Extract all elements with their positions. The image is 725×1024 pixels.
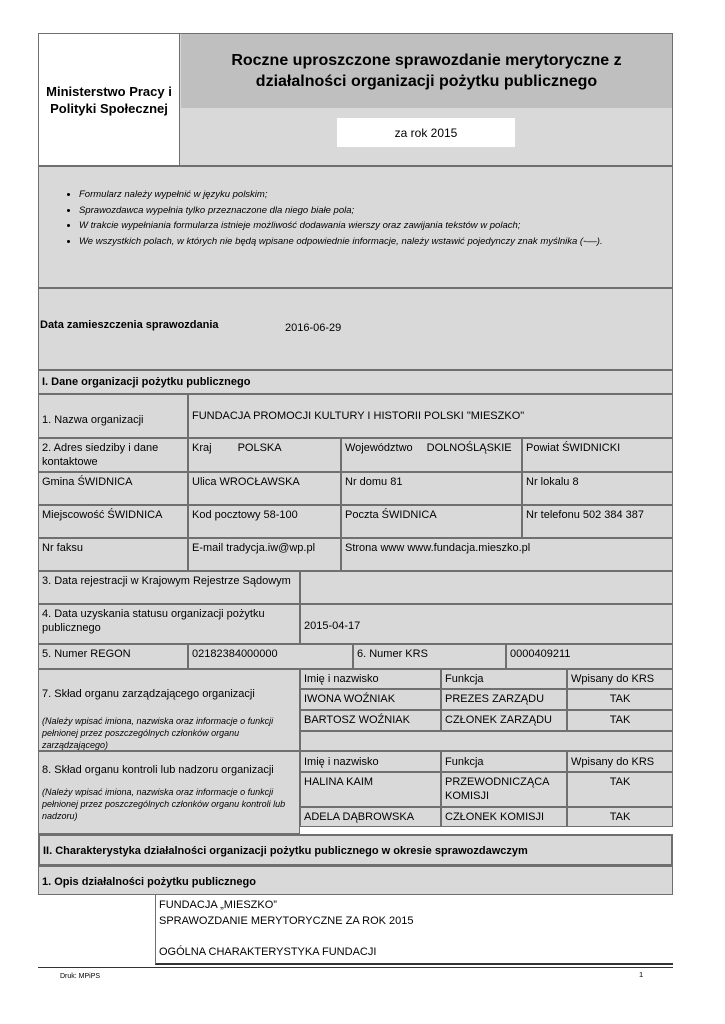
- phone-field: Nr telefonu 502 384 387: [522, 505, 673, 538]
- board-header-function: Funkcja: [441, 669, 567, 689]
- fax-field: Nr faksu: [38, 538, 188, 571]
- country-value: POLSKA: [237, 442, 282, 454]
- board-member-name: IWONA WOŹNIAK: [300, 689, 441, 710]
- instruction-item: • We wszystkich polach, w których nie będą wpisane odpowiednie informacje, należy wstawić pojedynczy znak myślnika (-––).: [79, 234, 672, 250]
- board-member-function: PREZES ZARZĄDU: [441, 689, 567, 710]
- control-note: (Należy wpisać imiona, nazwiska oraz informacje o funkcji pełnionej przez poszczególnych członków organu kontroli lub nadzoru): [42, 787, 286, 821]
- ministry-box: [38, 33, 180, 166]
- street-field: Ulica WROCŁAWSKA: [188, 472, 341, 505]
- board-member-function: CZŁONEK ZARZĄDU: [441, 710, 567, 731]
- postal-code-field: Kod pocztowy 58-100: [188, 505, 341, 538]
- commune-field: Gmina ŚWIDNICA: [38, 472, 188, 505]
- board-header-krs: Wpisany do KRS: [567, 669, 673, 689]
- description-line: OGÓLNA CHARAKTERYSTYKA FUNDACJI: [159, 945, 377, 958]
- krs-number-value: 0000409211: [506, 644, 673, 669]
- board-label: 7. Skład organu zarządzającego organizacji: [42, 688, 255, 700]
- board-member-krs: TAK: [567, 710, 673, 731]
- org-name-label: 1. Nazwa organizacji: [38, 394, 188, 438]
- instructions-panel: [38, 166, 673, 288]
- description-line: SPRAWOZDANIE MERYTORYCZNE ZA ROK 2015: [159, 914, 414, 927]
- publication-date-label: Data zamieszczenia sprawozdania: [40, 319, 219, 331]
- year-label: za rok 2015: [394, 125, 458, 140]
- control-member-krs: TAK: [567, 772, 673, 807]
- website-field: Strona www www.fundacja.mieszko.pl: [341, 538, 673, 571]
- control-member-krs: TAK: [567, 807, 673, 827]
- instructions-list: [39, 187, 672, 249]
- country-label: Kraj: [192, 442, 212, 454]
- section-1-title: I. Dane organizacji pożytku publicznego: [38, 370, 673, 394]
- instruction-item: • Sprawozdawca wypełnia tylko przeznaczone dla niego białe pola;: [79, 203, 672, 219]
- activity-description-title: 1. Opis działalności pożytku publicznego: [38, 866, 673, 895]
- publication-date-value: 2016-06-29: [285, 322, 342, 334]
- krs-number-label: 6. Numer KRS: [353, 644, 506, 669]
- board-member-name: BARTOSZ WOŹNIAK: [300, 710, 441, 731]
- control-member-function: PRZEWODNICZĄCA KOMISJI: [441, 772, 567, 807]
- krs-registration-date-label: 3. Data rejestracji w Krajowym Rejestrze Sądowym: [38, 571, 300, 604]
- print-label: Druk: MPiPS: [60, 973, 101, 980]
- year-field: [337, 118, 515, 147]
- publication-row: [38, 288, 673, 370]
- form-title-box: [181, 34, 672, 108]
- section-2-title: II. Charakterystyka działalności organizacji pożytku publicznego w okresie sprawozdawczym: [38, 834, 673, 866]
- ministry-name: Ministerstwo Pracy i Polityki Społecznej: [46, 83, 172, 116]
- apartment-number-field: Nr lokalu 8: [522, 472, 673, 505]
- control-header-function: Funkcja: [441, 751, 567, 772]
- board-member-krs: TAK: [567, 689, 673, 710]
- post-office-field: Poczta ŚWIDNICA: [341, 505, 522, 538]
- voivodeship-label: Województwo: [345, 442, 413, 454]
- control-label-cell: [38, 751, 300, 834]
- instruction-item: • W trakcie wypełniania formularza istnieje możliwość dodawania wierszy oraz zawijania tekstów w polach;: [79, 218, 672, 234]
- board-header-name: Imię i nazwisko: [300, 669, 441, 689]
- control-member-function: CZŁONEK KOMISJI: [441, 807, 567, 827]
- voivodeship-value: DOLNOŚLĄSKIE: [426, 442, 512, 454]
- opp-status-date-value: 2015-04-17: [300, 604, 673, 644]
- instruction-item: • Formularz należy wypełnić w języku polskim;: [79, 187, 672, 203]
- control-header-name: Imię i nazwisko: [300, 751, 441, 772]
- board-note: (Należy wpisać imiona, nazwiska oraz informacje o funkcji pełnionej przez poszczególnych członków organu zarządzającego): [42, 716, 274, 750]
- description-line: [159, 929, 670, 945]
- activity-description-field: [155, 895, 673, 965]
- country-field: [188, 438, 341, 472]
- footer-rule: [38, 967, 673, 968]
- opp-status-date-label: 4. Data uzyskania statusu organizacji pożytku publicznego: [38, 604, 300, 644]
- regon-label: 5. Numer REGON: [38, 644, 188, 669]
- control-header-krs: Wpisany do KRS: [567, 751, 673, 772]
- krs-registration-date-value: [300, 571, 673, 604]
- voivodeship-field: [341, 438, 522, 472]
- house-number-field: Nr domu 81: [341, 472, 522, 505]
- control-member-name: HALINA KAIM: [300, 772, 441, 807]
- email-field: E-mail tradycja.iw@wp.pl: [188, 538, 341, 571]
- regon-value: 02182384000000: [188, 644, 353, 669]
- address-label: 2. Adres siedziby i dane kontaktowe: [38, 438, 188, 472]
- org-name-value: FUNDACJA PROMOCJI KULTURY I HISTORII POLSKI "MIESZKO": [188, 394, 673, 438]
- description-line: FUNDACJA „MIESZKO”: [159, 899, 277, 911]
- board-label-cell: [38, 669, 300, 751]
- page-number: 1: [639, 970, 644, 979]
- form-title: Roczne uproszczone sprawozdanie merytoryczne z działalności organizacji pożytku publicznego: [231, 52, 622, 90]
- control-member-name: ADELA DĄBROWSKA: [300, 807, 441, 827]
- board-empty-row: [300, 731, 673, 751]
- county-field: Powiat ŚWIDNICKI: [522, 438, 673, 472]
- town-field: Miejscowość ŚWIDNICA: [38, 505, 188, 538]
- control-label: 8. Skład organu kontroli lub nadzoru organizacji: [42, 764, 274, 776]
